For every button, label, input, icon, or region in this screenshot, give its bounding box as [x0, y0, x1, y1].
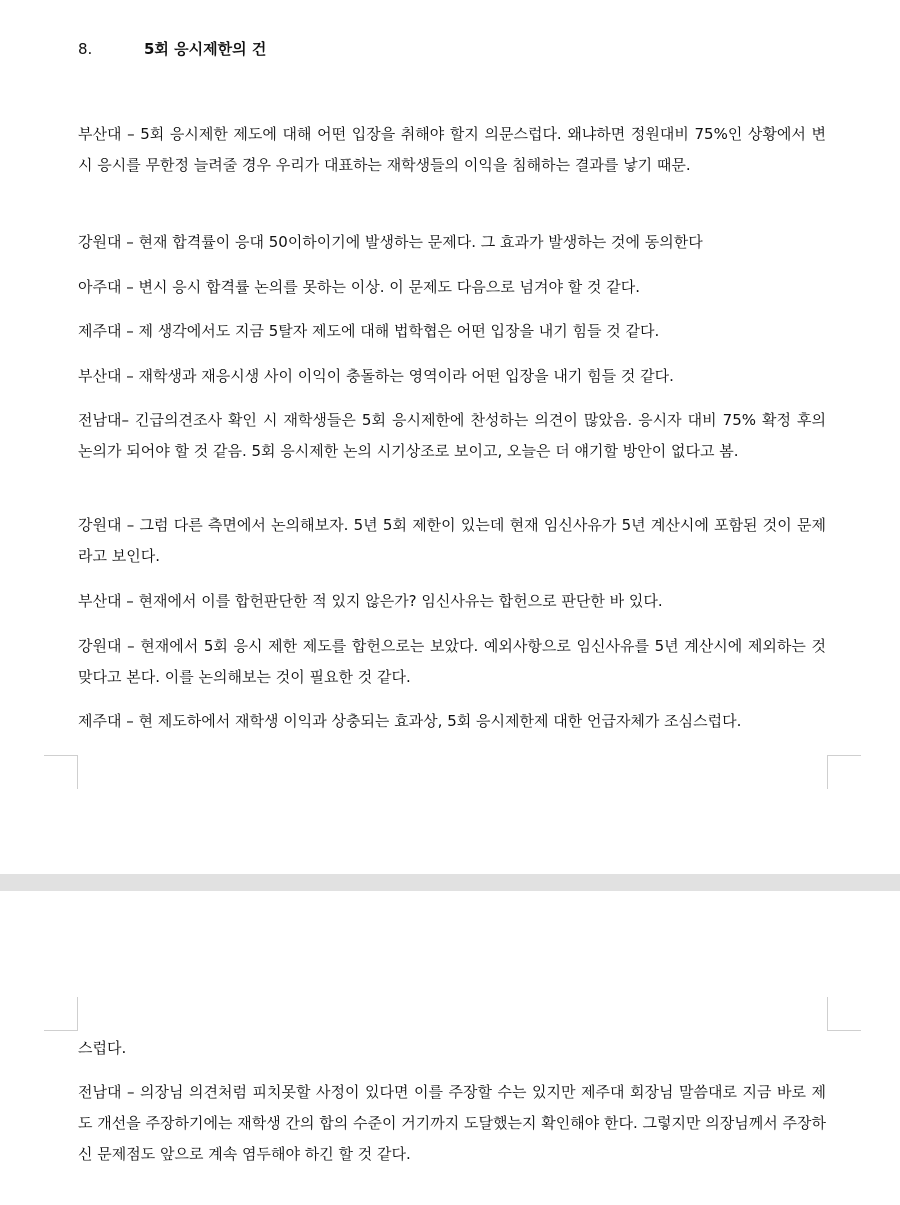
document-page-2	[0, 891, 900, 1205]
page-separator	[0, 874, 900, 891]
section-number: 8.	[78, 40, 93, 58]
section-title: 5회 응시제한의 건	[144, 40, 267, 58]
paragraph-gangwon-2: 강원대 – 그럼 다른 측면에서 논의해보자. 5년 5회 제한이 있는데 현재 임신사유가 5년 계산시에 포함된 것이 문제라고 보인다.	[78, 516, 826, 565]
paragraph-continuation: 스럽다.	[78, 1039, 127, 1057]
paragraph-busan-1: 부산대 – 5회 응시제한 제도에 대해 어떤 입장을 취해야 할지 의문스럽다. 왜냐하면 정원대비 75%인 상황에서 변시 응시를 무한정 늘려줄 경우 우리가 대표하는 재학생들의 이익을 침해하는 결과를 낳기 때문.	[78, 125, 826, 174]
crop-mark	[44, 997, 78, 1031]
crop-mark	[827, 997, 861, 1031]
crop-mark	[44, 755, 78, 789]
paragraph-jeju-2: 제주대 – 현 제도하에서 재학생 이익과 상충되는 효과상, 5회 응시제한제 대한 언급자체가 조심스럽다.	[78, 712, 742, 730]
paragraph-gangwon-3: 강원대 – 현재에서 5회 응시 제한 제도를 합헌으로는 보았다. 예외사항으로 임신사유를 5년 계산시에 제외하는 것 맞다고 본다. 이를 논의해보는 것이 필요한 것 같다.	[78, 637, 826, 686]
paragraph-jeonnam-2: 전남대 – 의장님 의견처럼 피치못할 사정이 있다면 이를 주장할 수는 있지만 제주대 회장님 말씀대로 지금 바로 제도 개선을 주장하기에는 재학생 간의 합의 수준이 거기까지 도달했는지 확인해야 한다. 그렇지만 의장님께서 주장하신 문제점도 앞으로 계속 염두해야 하긴 할 것 같다.	[78, 1083, 826, 1163]
crop-mark	[827, 755, 861, 789]
paragraph-gangwon-1: 강원대 – 현재 합격률이 응대 50이하이기에 발생하는 문제다. 그 효과가 발생하는 것에 동의한다	[78, 233, 703, 251]
paragraph-jeju-1: 제주대 – 제 생각에서도 지금 5탈자 제도에 대해 법학협은 어떤 입장을 내기 힘들 것 같다.	[78, 322, 660, 340]
section-heading	[78, 38, 266, 59]
paragraph-busan-2: 부산대 – 재학생과 재응시생 사이 이익이 충돌하는 영역이라 어떤 입장을 내기 힘들 것 같다.	[78, 367, 674, 385]
paragraph-ajou-1: 아주대 – 변시 응시 합격률 논의를 못하는 이상. 이 문제도 다음으로 넘겨야 할 것 같다.	[78, 278, 640, 296]
paragraph-busan-3: 부산대 – 현재에서 이를 합헌판단한 적 있지 않은가? 임신사유는 합헌으로 판단한 바 있다.	[78, 592, 663, 610]
paragraph-jeonnam-1: 전남대– 긴급의견조사 확인 시 재학생들은 5회 응시제한에 찬성하는 의견이 많았음. 응시자 대비 75% 확정 후의 논의가 되어야 할 것 같음. 5회 응시제한 논의 시기상조로 보이고, 오늘은 더 얘기할 방안이 없다고 봄.	[78, 411, 826, 460]
